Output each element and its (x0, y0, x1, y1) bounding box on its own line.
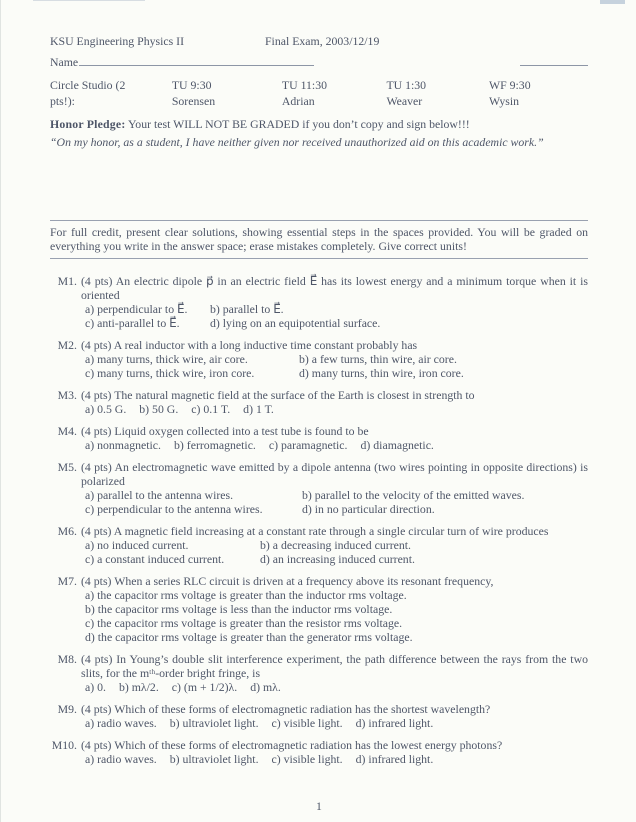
question-stem: (4 pts) The natural magnetic field at the surface of the Earth is closest in strength to (81, 388, 475, 402)
answer-option: c) paramagnetic. (268, 438, 348, 452)
course-title: KSU Engineering Physics II (50, 34, 185, 48)
answer-option-row (85, 438, 588, 452)
answer-option: a) parallel to the antenna wires. (85, 488, 234, 502)
answer-option: c) (m + 1/2)λ. (171, 680, 238, 694)
question-body (81, 524, 588, 566)
answer-option-row (85, 316, 588, 330)
name-row (50, 53, 588, 70)
answer-option: a) the capacitor rms voltage is greater than the inductor rms voltage. (85, 588, 407, 602)
question-label: M4. (57, 424, 77, 438)
circle-studio-label: Circle Studio (2 pts!): (50, 78, 126, 108)
question-m2 (50, 338, 588, 380)
question-stem: (4 pts) A magnetic field increasing at a constant rate through a single circular turn of wire produces (81, 524, 549, 538)
studio-option-wysin: WF 9:30 Wysin (488, 78, 531, 108)
question-m1 (50, 274, 588, 330)
question-label: M9. (57, 702, 77, 716)
answer-option-row (85, 716, 588, 730)
answer-option: c) the capacitor rms voltage is greater than the resistor rms voltage. (85, 616, 403, 630)
answer-option: d) the capacitor rms voltage is greater than the generator rms voltage. (85, 630, 413, 644)
question-body (81, 388, 588, 416)
scan-corner-artifact (600, 0, 625, 4)
answer-option: b) 50 G. (139, 402, 179, 416)
question-body (81, 424, 588, 452)
question-label: M5. (57, 460, 77, 474)
answer-option: b) the capacitor rms voltage is less than the inductor rms voltage. (85, 602, 393, 616)
instructions-text: For full credit, present clear solutions, showing essential steps in the spaces provided. You will be graded on everything you write in the answer space; erase mistakes completely. Give correct units! (50, 225, 588, 253)
answer-option-row (85, 680, 588, 694)
honor-pledge-text: Your test WILL NOT BE GRADED if you don’t copy and sign below!!! (127, 117, 470, 131)
question-body (81, 702, 588, 730)
question-label: M6. (57, 524, 77, 538)
answer-option: b) ultraviolet light. (169, 716, 259, 730)
question-label: M1. (57, 274, 77, 288)
questions-list (50, 259, 588, 766)
studio-option-weaver: TU 1:30 Weaver (386, 78, 427, 108)
question-stem: (4 pts) An electric dipole p⃗ in an electric field E⃗ has its lowest energy and a minimum torque when it is oriented (81, 274, 588, 302)
answer-option: c) a constant induced current. (85, 552, 225, 566)
answer-option: c) anti-parallel to E⃗. (85, 316, 180, 330)
signature-area (50, 150, 588, 220)
scan-edge-artifact (0, 0, 1, 822)
question-label: M3. (57, 388, 77, 402)
answer-option-row (85, 352, 588, 366)
answer-option: d) infrared light. (355, 752, 434, 766)
answer-option: d) in no particular direction. (302, 502, 435, 516)
question-m5 (50, 460, 588, 516)
question-stem: (4 pts) A real inductor with a long inductive time constant probably has (81, 338, 418, 352)
question-m8 (50, 652, 588, 694)
question-m7 (50, 574, 588, 644)
answer-option: d) 1 T. (243, 402, 274, 416)
answer-option-row (85, 302, 588, 316)
answer-option: a) no induced current. (85, 538, 189, 552)
answer-option-row (85, 488, 588, 502)
pledge-quote: “On my honor, as a student, I have neither given nor received unauthorized aid on this academic work.” (50, 135, 544, 149)
answer-option: b) ultraviolet light. (169, 752, 259, 766)
answer-option-row (85, 552, 588, 566)
answer-option: d) infrared light. (355, 716, 434, 730)
answer-option-row (85, 616, 588, 630)
answer-option: c) many turns, thick wire, iron core. (85, 366, 255, 380)
question-m10 (50, 738, 588, 766)
honor-pledge-label: Honor Pledge: (50, 117, 126, 131)
question-stem: (4 pts) Which of these forms of electromagnetic radiation has the shortest wavelength? (81, 702, 491, 716)
answer-option-row (85, 402, 588, 416)
question-m3 (50, 388, 588, 416)
question-body (81, 274, 588, 330)
answer-option: a) radio waves. (85, 752, 157, 766)
question-label: M8. (57, 652, 77, 666)
answer-option: d) many turns, thin wire, iron core. (299, 366, 464, 380)
name-label: Name (50, 55, 79, 69)
name-blank-underline (79, 53, 314, 66)
question-label: M7. (57, 574, 77, 588)
answer-option: a) 0. (85, 680, 106, 694)
question-body (81, 574, 588, 644)
studio-option-sorensen: TU 9:30 Sorensen (171, 78, 216, 108)
exam-title: Final Exam, 2003/12/19 (265, 34, 380, 48)
question-stem: (4 pts) Liquid oxygen collected into a test tube is found to be (81, 424, 369, 438)
answer-option: a) nonmagnetic. (85, 438, 161, 452)
answer-option: a) many turns, thick wire, air core. (85, 352, 248, 366)
answer-option: c) visible light. (271, 716, 343, 730)
question-body (81, 338, 588, 380)
answer-option: d) diamagnetic. (360, 438, 434, 452)
answer-option-row (85, 602, 588, 616)
answer-option: a) 0.5 G. (85, 402, 127, 416)
question-label: M2. (57, 338, 77, 352)
question-body (81, 738, 588, 766)
question-m6 (50, 524, 588, 566)
question-m4 (50, 424, 588, 452)
answer-option: b) a decreasing induced current. (260, 538, 411, 552)
answer-option: b) a few turns, thin wire, air core. (299, 352, 457, 366)
question-stem: (4 pts) When a series RLC circuit is driven at a frequency above its resonant frequency, (81, 574, 494, 588)
question-stem: (4 pts) In Young’s double slit interference experiment, the path difference between the rays from the two slits, for the mᵗʰ-order bright fringe, is (81, 652, 588, 680)
answer-option: d) an increasing induced current. (260, 552, 415, 566)
honor-pledge (50, 116, 588, 132)
right-blank-underline (520, 53, 588, 66)
answer-option: a) perpendicular to E⃗. (85, 302, 188, 316)
answer-option: d) lying on an equipotential surface. (210, 316, 381, 330)
answer-option: b) ferromagnetic. (174, 438, 256, 452)
question-stem: (4 pts) An electromagnetic wave emitted by a dipole antenna (two wires pointing in opposite directions) is polarized (81, 460, 588, 488)
page-number: 1 (316, 799, 322, 813)
header-row (50, 33, 588, 49)
answer-option-row (85, 366, 588, 380)
question-body (81, 652, 588, 694)
answer-option-row (85, 752, 588, 766)
answer-option: c) 0.1 T. (191, 402, 231, 416)
answer-option: b) mλ/2. (118, 680, 159, 694)
answer-option: c) perpendicular to the antenna wires. (85, 502, 263, 516)
answer-option: c) visible light. (271, 752, 343, 766)
studio-option-adrian: TU 11:30 Adrian (281, 78, 327, 108)
question-label: M10. (51, 738, 77, 752)
question-body (81, 460, 588, 516)
answer-option-row (85, 588, 588, 602)
answer-option-row (85, 630, 588, 644)
answer-option: b) parallel to the velocity of the emitted waves. (302, 488, 525, 502)
studio-row (50, 77, 588, 109)
question-stem: (4 pts) Which of these forms of electromagnetic radiation has the lowest energy photons? (81, 738, 503, 752)
answer-option-row (85, 538, 588, 552)
answer-option: a) radio waves. (85, 716, 157, 730)
question-m9 (50, 702, 588, 730)
answer-option: b) parallel to E⃗. (210, 302, 284, 316)
answer-option-row (85, 502, 588, 516)
scan-top-artifact (33, 0, 145, 1)
answer-option: d) mλ. (250, 680, 281, 694)
